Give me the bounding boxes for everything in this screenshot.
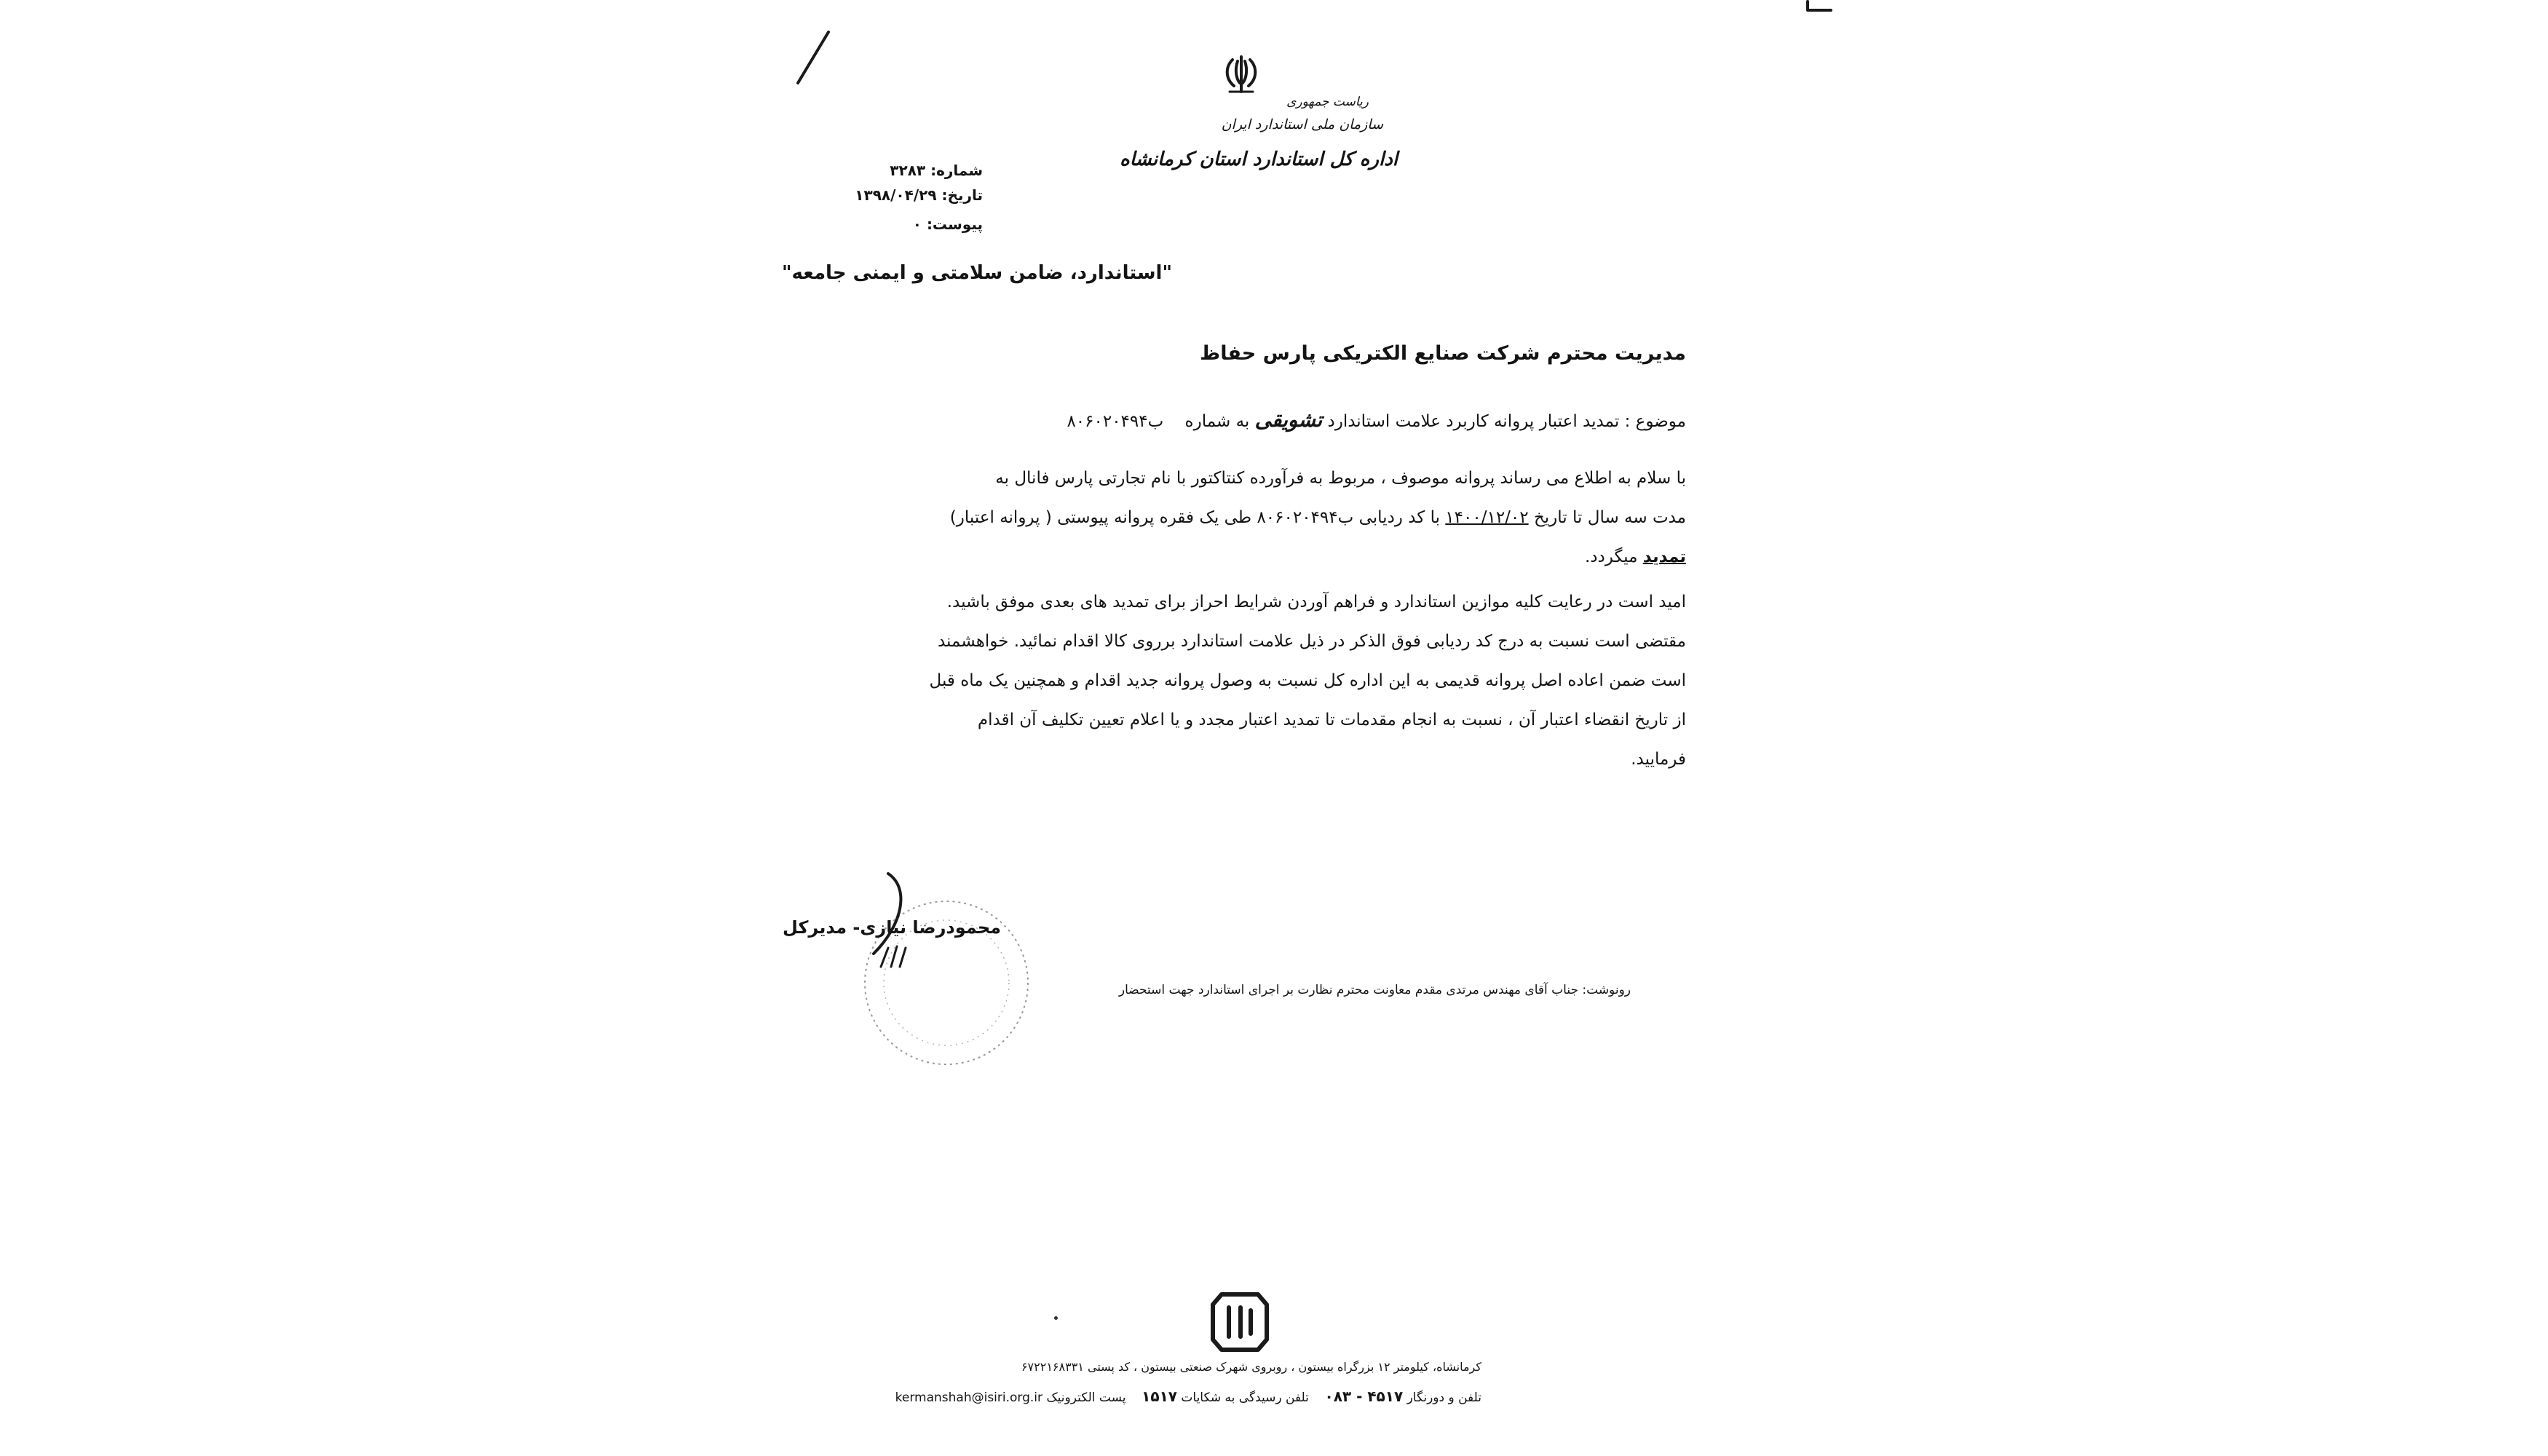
slogan: "استاندارد، ضامن سلامتی و ایمنی جامعه" (781, 262, 1172, 284)
letter-number-value: ۳۲۸۳ (890, 162, 926, 179)
letter-attachment-value: ۰ (912, 215, 922, 233)
phone-value: ۴۵۱۷ - ۰۸۳ (1324, 1388, 1404, 1405)
body-text: میگردد. (1584, 547, 1638, 566)
letter-date-label: تاریخ: (941, 186, 983, 204)
body-line: با سلام به اطلاع می رساند پروانه موصوف ، مربوط به فرآورده کنتاکتور با نام تجارتی پارس فانال به (995, 469, 1686, 488)
body-line: مقتضی است نسبت به درج کد ردیابی فوق الذکر در ذیل علامت استاندارد برروی کالا اقدام نمائید. خواهشمند (937, 632, 1686, 651)
phone-label: تلفن و دورنگار (1406, 1390, 1481, 1405)
renewal-word: تمدید (1642, 547, 1686, 566)
subject-handwritten: تشویقی (1254, 408, 1323, 432)
body-paragraph-1 (914, 459, 1686, 577)
letterhead-line-organization: سازمان ملی استاندارد ایران (1221, 116, 1383, 132)
isiri-logo-icon (1208, 1289, 1271, 1354)
body-line: امید است در رعایت کلیه موازین استاندارد و فراهم آوردن شرایط احراز برای تمدید های بعدی موفق باشید. (946, 593, 1686, 612)
body-text: با کد ردیابی ب۸۰۶۰۲۰۴۹۴ طی یک فقره پروانه پیوستی ( پروانه اعتبار) (949, 508, 1440, 527)
letter-date-row (855, 186, 983, 204)
corner-mark (1802, 0, 1845, 22)
footer-address: کرمانشاه، کیلومتر ۱۲ بزرگراه بیستون ، روبروی شهرک صنعتی بیستون ، کد پستی ۶۷۲۲۱۶۸۳۳۱ (1021, 1360, 1481, 1374)
expiry-date: ۱۴۰۰/۱۲/۰۲ (1445, 508, 1529, 527)
letter-number-row (890, 162, 983, 179)
signatory-name: محمودرضا نیازی- مدیرکل (783, 917, 1001, 938)
subject-suffix: به شماره (1184, 412, 1250, 431)
subject-number: ب۸۰۶۰۲۰۴۹۴ (1067, 412, 1164, 431)
letter-number-label: شماره: (930, 162, 983, 179)
body-line (914, 498, 1686, 537)
complaint-phone-value: ۱۵۱۷ (1142, 1388, 1177, 1405)
body-line: از تاریخ انقضاء اعتبار آن ، نسبت به انجام مقدمات تا تمدید اعتبار مجدد و یا اعلام تعیین تکلیف آن اقدام (977, 711, 1686, 729)
footer-dot (1054, 1316, 1058, 1320)
body-text: مدت سه سال تا تاریخ (1533, 508, 1686, 527)
body-paragraph-2 (914, 582, 1686, 779)
letterhead-line-office: اداره کل استاندارد استان کرمانشاه (1120, 149, 1398, 170)
cc-line: رونوشت: جناب آقای مهندس مرتدی مقدم معاونت محترم نظارت بر اجرای استاندارد جهت استحضار (1118, 983, 1631, 997)
letter-date-value: ۱۳۹۸/۰۴/۲۹ (855, 186, 937, 204)
body-line (914, 537, 1686, 577)
email-link[interactable]: kermanshah@isiri.org.ir (895, 1390, 1043, 1405)
footer-contact-row (895, 1388, 1481, 1405)
body-line: فرمایید. (1631, 750, 1686, 769)
iran-emblem-icon (1221, 54, 1262, 96)
complaint-phone-label: تلفن رسیدگی به شکایات (1181, 1390, 1309, 1405)
subject-text: تمدید اعتبار پروانه کاربرد علامت استاندارد (1327, 412, 1620, 431)
stray-pen-mark (794, 29, 837, 87)
addressee: مدیریت محترم شرکت صنایع الکتریکی پارس حفاظ (1200, 342, 1686, 365)
subject-line (1067, 408, 1686, 432)
subject-label: موضوع : (1624, 412, 1686, 431)
email-label: پست الکترونیک (1046, 1390, 1126, 1405)
letter-page (781, 0, 1733, 1456)
body-line: است ضمن اعاده اصل پروانه قدیمی به این اداره کل نسبت به وصول پروانه جدید اقدام و همچنین یک ماه قبل (929, 671, 1686, 690)
letter-attachment-row (913, 215, 983, 233)
letterhead-line-presidency: ریاست جمهوری (1286, 95, 1369, 109)
letter-attachment-label: پیوست: (926, 215, 983, 233)
